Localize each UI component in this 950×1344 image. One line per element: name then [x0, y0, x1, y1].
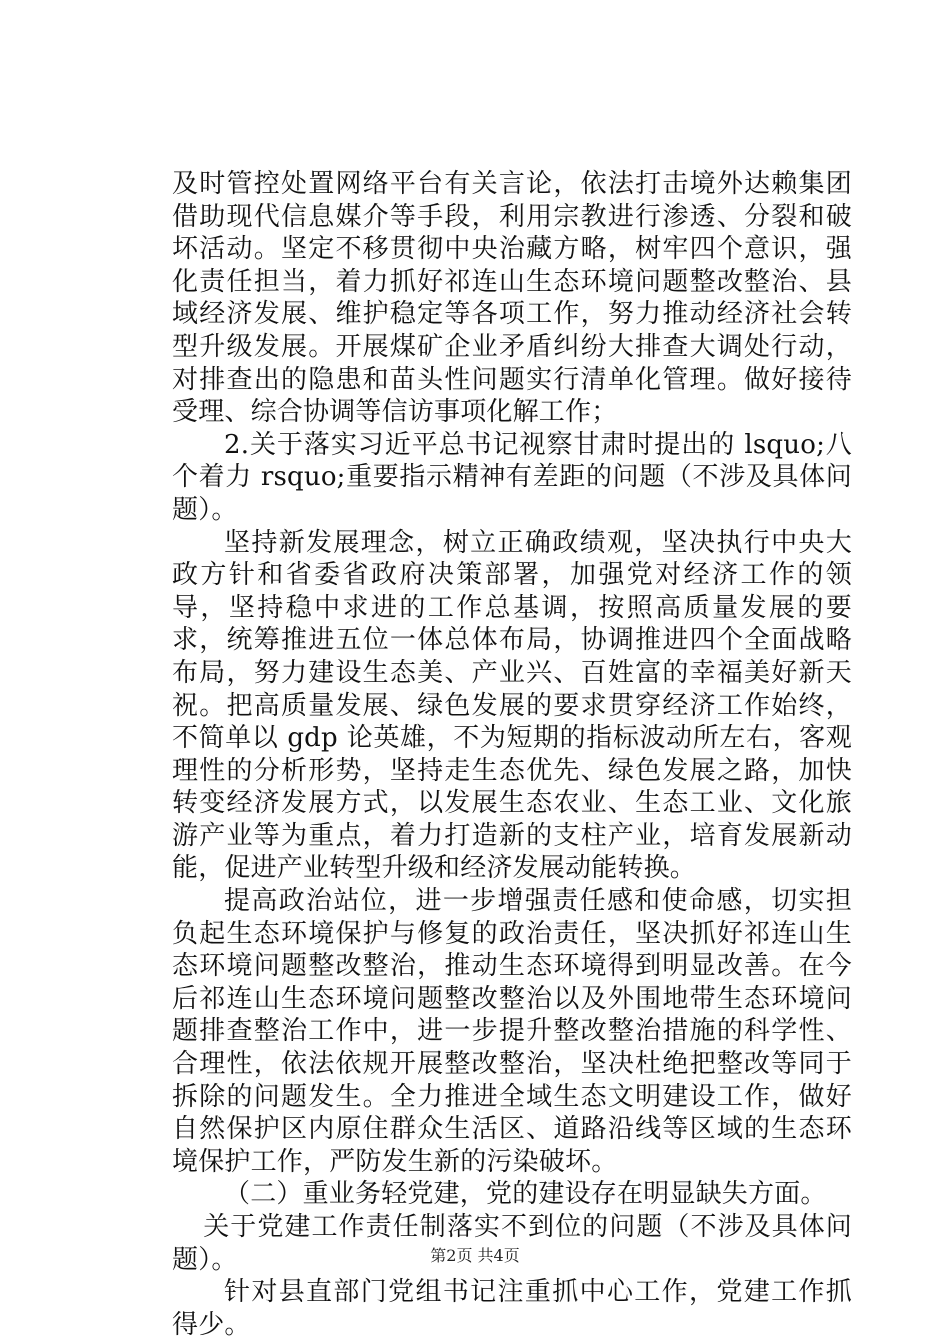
document-body	[172, 168, 852, 1341]
section-heading-2: （二）重业务轻党建，党的建设存在明显缺失方面。	[224, 1179, 827, 1210]
paragraph-new-development: 坚持新发展理念，树立正确政绩观，坚决执行中央大政方针和省委省政府决策部署，加强党对经济工作的领导，坚持稳中求进的工作总基调，按照高质量发展的要求，统筹推进五位一体总体布局，协调推进四个全面战略布局，努力建设生态美、产业兴、百姓富的幸福美好新天祝。把高质量发展、绿色发展的要求贯穿经济工作始终，不简单以 gdp 论英雄，不为短期的指标波动所左右，客观理性的分析形势，坚持走生态优先、绿色发展之路，加快转变经济发展方式，以发展生态农业、生态工业、文化旅游产业等为重点，着力打造新的支柱产业，培育发展新动能，促进产业转型升级和经济发展动能转换。	[172, 527, 852, 884]
paragraph-ecology: 提高政治站位，进一步增强责任感和使命感，切实担负起生态环境保护与修复的政治责任，坚决抓好祁连山生态环境问题整改整治，推动生态环境得到明显改善。在今后祁连山生态环境问题整改整治以及外围地带生态环境问题排查整治工作中，进一步提升整改整治措施的科学性、合理性，依法依规开展整改整治，坚决杜绝把整改等同于拆除的问题发生。全力推进全域生态文明建设工作，做好自然保护区内原住群众生活区、道路沿线等区域的生态环境保护工作，严防发生新的污染破坏。	[172, 886, 852, 1177]
page-number-footer: 第2页 共4页	[430, 1246, 520, 1265]
paragraph-item-2-heading: 2.关于落实习近平总书记视察甘肃时提出的 lsquo;八个着力 rsquo;重要指示精神有差距的问题（不涉及具体问题）。	[172, 429, 852, 525]
paragraph-continuation: 及时管控处置网络平台有关言论，依法打击境外达赖集团借助现代信息媒介等手段，利用宗教进行渗透、分裂和破坏活动。坚定不移贯彻中央治藏方略，树牢四个意识，强化责任担当，着力抓好祁连山生态环境问题整改整治、县域经济发展、维护稳定等各项工作，努力推动经济社会转型升级发展。开展煤矿企业矛盾纠纷大排查大调处行动，对排查出的隐患和苗头性问题实行清单化管理。做好接待受理、综合协调等信访事项化解工作；	[172, 169, 852, 428]
paragraph-party-building-heading: 关于党建工作责任制落实不到位的问题（不涉及具体问题）。	[172, 1212, 852, 1275]
paragraph-party-building: 针对县直部门党组书记注重抓中心工作，党建工作抓得少。	[172, 1277, 852, 1340]
